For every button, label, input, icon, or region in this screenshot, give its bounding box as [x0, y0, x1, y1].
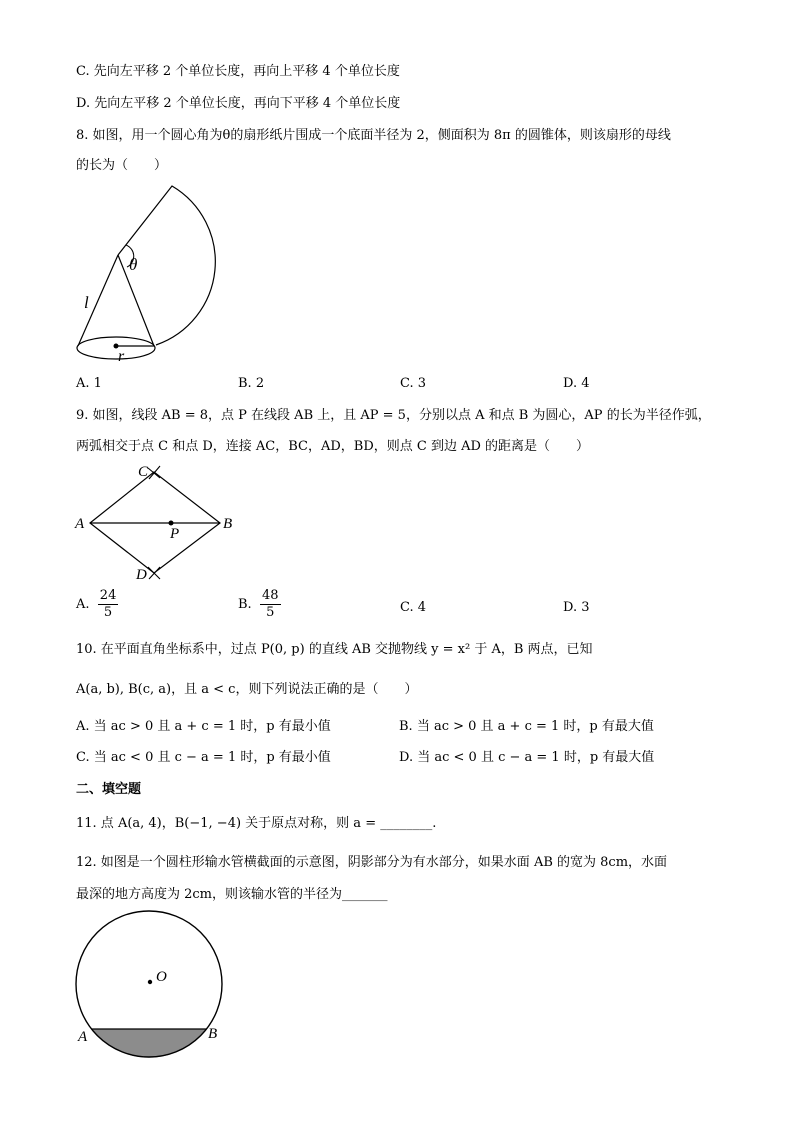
fraction-numerator: 48	[261, 588, 279, 603]
q8-option-d: D. 4	[563, 376, 590, 391]
label-d: D	[136, 567, 147, 583]
q9-option-d: D. 3	[563, 600, 590, 615]
q9-option-a-fraction	[98, 588, 119, 621]
label-c: C	[138, 464, 149, 480]
q10-stem-line1: 10. 在平面直角坐标系中，过点 P(0, p) 的直线 AB 交抛物线 y = x² 于 A，B 两点，已知	[76, 642, 593, 657]
q8-option-b: B. 2	[238, 376, 265, 391]
section-heading-fill-in: 二、填空题	[76, 782, 142, 797]
fraction-denominator: 5	[103, 605, 113, 620]
label-b: B	[223, 516, 233, 532]
q8-stem-line1: 8. 如图，用一个圆心角为θ的扇形纸片围成一个底面半径为 2，侧面积为 8π 的圆锥体，则该扇形的母线	[76, 128, 671, 143]
arc-mark-c	[148, 466, 160, 479]
q12-pipe-figure	[70, 905, 235, 1065]
label-p: P	[170, 526, 180, 542]
q10-option-d: D. 当 ac < 0 且 c − a = 1 时，p 有最大值	[399, 750, 655, 765]
q9-stem-line1: 9. 如图，线段 AB = 8，点 P 在线段 AB 上，且 AP = 5，分别以点 A 和点 B 为圆心，AP 的长为半径作弧，	[76, 408, 711, 423]
fraction-denominator: 5	[266, 605, 275, 620]
q9-option-b	[238, 588, 281, 621]
point-p	[169, 521, 174, 526]
q8-option-a: A. 1	[76, 376, 102, 391]
label-a: A	[78, 1029, 88, 1045]
fraction-numerator: 24	[99, 588, 117, 603]
q8-cone-figure	[70, 180, 220, 370]
q10-option-a: A. 当 ac > 0 且 a + c = 1 时，p 有最小值	[76, 719, 331, 734]
q9-option-b-label: B.	[238, 597, 252, 612]
q12-stem-line2: 最深的地方高度为 2cm，则该输水管的半径为_______	[76, 887, 388, 902]
q12-stem-line1: 12. 如图是一个圆柱形输水管横截面的示意图，阴影部分为有水部分，如果水面 AB 的宽为 8cm，水面	[76, 855, 668, 870]
q9-option-c: C. 4	[400, 600, 427, 615]
q7-option-c: C. 先向左平移 2 个单位长度，再向上平移 4 个单位长度	[76, 64, 400, 79]
q9-option-b-fraction	[260, 588, 281, 621]
label-theta: θ	[129, 255, 138, 274]
q9-rhombus-figure	[70, 460, 240, 585]
q8-option-c: C. 3	[400, 376, 427, 391]
label-b: B	[208, 1026, 218, 1042]
water-segment	[91, 1029, 207, 1058]
q10-option-c: C. 当 ac < 0 且 c − a = 1 时，p 有最小值	[76, 750, 331, 765]
label-a: A	[75, 516, 85, 532]
q9-stem-line2: 两弧相交于点 C 和点 D，连接 AC，BC，AD，BD，则点 C 到边 AD 的距离是（ ）	[76, 439, 590, 454]
q10-option-b: B. 当 ac > 0 且 a + c = 1 时，p 有最大值	[399, 719, 654, 734]
label-o: O	[156, 969, 167, 985]
q9-option-a	[76, 588, 118, 621]
q9-option-a-label: A.	[76, 597, 90, 612]
label-l: l	[84, 293, 89, 312]
label-r: r	[118, 348, 125, 365]
q7-option-d: D. 先向左平移 2 个单位长度，再向下平移 4 个单位长度	[76, 96, 401, 111]
q10-stem-line2: A(a, b), B(c, a)，且 a < c，则下列说法正确的是（ ）	[76, 682, 418, 697]
arc-mark-d	[148, 567, 160, 579]
q8-stem-line2: 的长为（ ）	[76, 158, 168, 173]
q11-stem: 11. 点 A(a, 4)，B(−1, −4) 关于原点对称，则 a = ________.	[76, 816, 437, 831]
center-o-dot	[148, 980, 152, 984]
